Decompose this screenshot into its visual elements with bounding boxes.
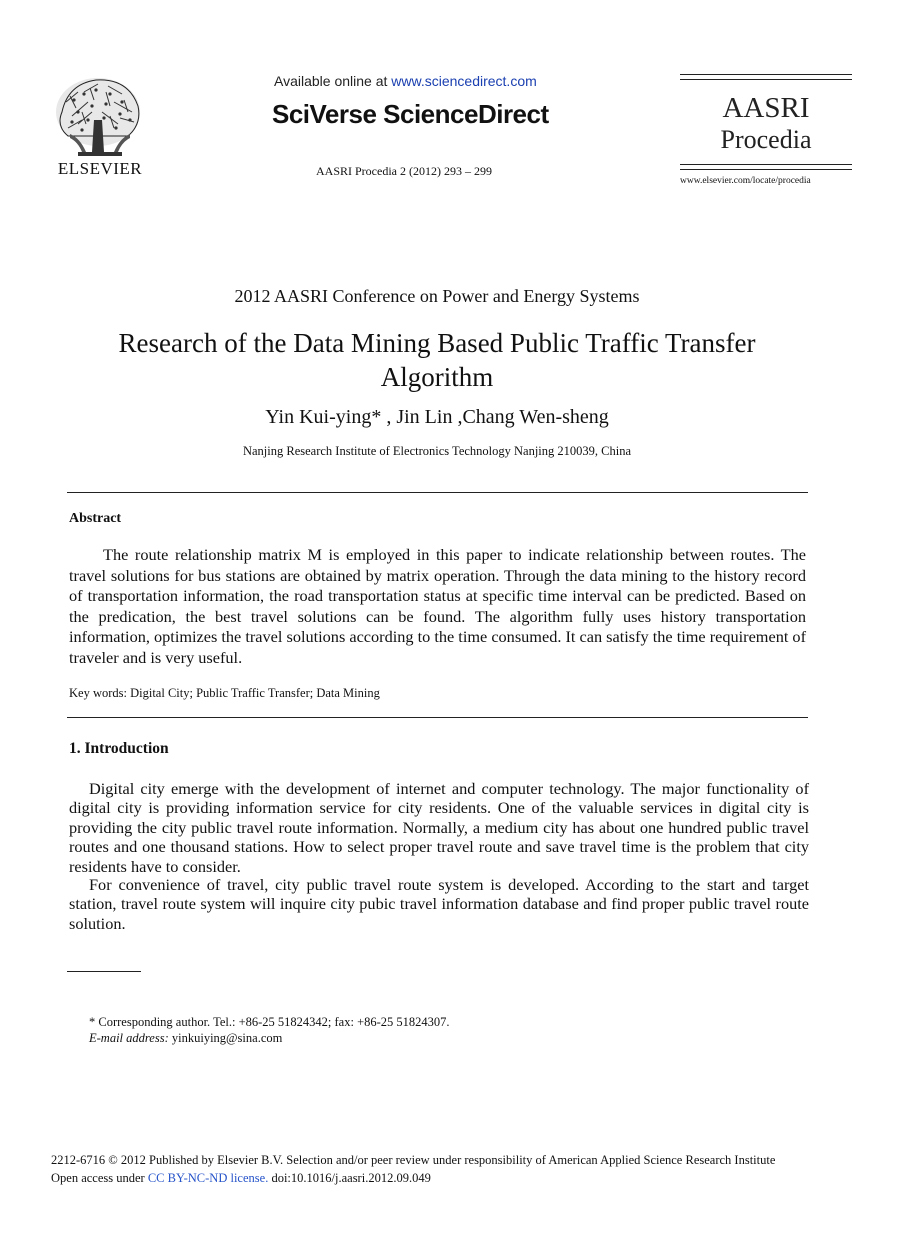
keywords: Key words: Digital City; Public Traffic Transfer; Data Mining [69, 686, 380, 700]
open-access-prefix: Open access under [51, 1171, 148, 1185]
intro-paragraph-2: For convenience of travel, city public travel route system is developed. According to the start and target station, travel route system will inquire city pubic travel information database and find proper public travel route solution. [69, 875, 809, 933]
license-link[interactable]: CC BY-NC-ND license. [147, 1171, 269, 1185]
footnote-email [89, 1031, 282, 1046]
section-heading-introduction: 1. Introduction [69, 740, 169, 757]
abstract-top-divider [67, 492, 808, 493]
intro-paragraph-1: Digital city emerge with the development of internet and computer technology. The major functionality of digital city is providing information service for city residents. One of the valuable services in digital city is providing the city public travel route information. Normally, a medium city has about one hundred public travel routes and one thousand stations. How to select proper travel route and save travel time is the problem that city residents have to consider. [69, 779, 809, 876]
available-prefix: Available online at [274, 73, 392, 89]
paper-title: Research of the Data Mining Based Public Traffic Transfer Algorithm [118, 328, 756, 392]
abstract-bottom-divider [67, 717, 808, 718]
abstract-text: The route relationship matrix M is employed in this paper to indicate relationship between routes. The travel solutions for bus stations are obtained by matrix operation. Through the data mining to the history record of transportation information, the road transportation status at specific time interval can be predicted. Based on the predication, the best travel solutions can be found. The algorithm fully uses history transportation information, optimizes the travel solutions according to the time consumed. It can satisfy the time requirement of traveler and is very useful. [69, 545, 806, 667]
conference-name: 2012 AASRI Conference on Power and Energy Systems [234, 286, 640, 306]
open-access-line [51, 1171, 431, 1186]
journal-url[interactable]: www.elsevier.com/locate/procedia [680, 176, 811, 186]
available-online [274, 73, 537, 89]
footnote-divider [67, 971, 141, 972]
journal-reference: AASRI Procedia 2 (2012) 293 – 299 [316, 164, 492, 178]
author-list: Yin Kui-ying* , Jin Lin ,Chang Wen-sheng [265, 406, 609, 428]
abstract-heading: Abstract [69, 511, 122, 526]
masthead-bottom-rule [680, 164, 852, 170]
elsevier-wordmark: ELSEVIER [57, 159, 143, 178]
email-label: E-mail address: [89, 1031, 169, 1045]
affiliation: Nanjing Research Institute of Electronics Technology Nanjing 210039, China [242, 444, 632, 458]
sciencedirect-link[interactable]: www.sciencedirect.com [391, 73, 537, 89]
journal-subtitle: Procedia [720, 125, 812, 154]
sciverse-brand: SciVerse ScienceDirect [272, 99, 549, 129]
masthead-top-rule [680, 74, 852, 80]
elsevier-tree-icon [48, 72, 152, 178]
doi: doi:10.1016/j.aasri.2012.09.049 [268, 1171, 431, 1185]
copyright-notice: 2212-6716 © 2012 Published by Elsevier B.V. Selection and/or peer review under responsibility of American Applied Science Research Institute [51, 1153, 776, 1167]
journal-masthead [680, 74, 852, 172]
elsevier-logo [48, 72, 152, 178]
email-address[interactable]: yinkuiying@sina.com [168, 1031, 283, 1045]
footnote-corresponding-author: * Corresponding author. Tel.: +86-25 51824342; fax: +86-25 51824307. [89, 1015, 450, 1029]
journal-title: AASRI [722, 92, 810, 124]
